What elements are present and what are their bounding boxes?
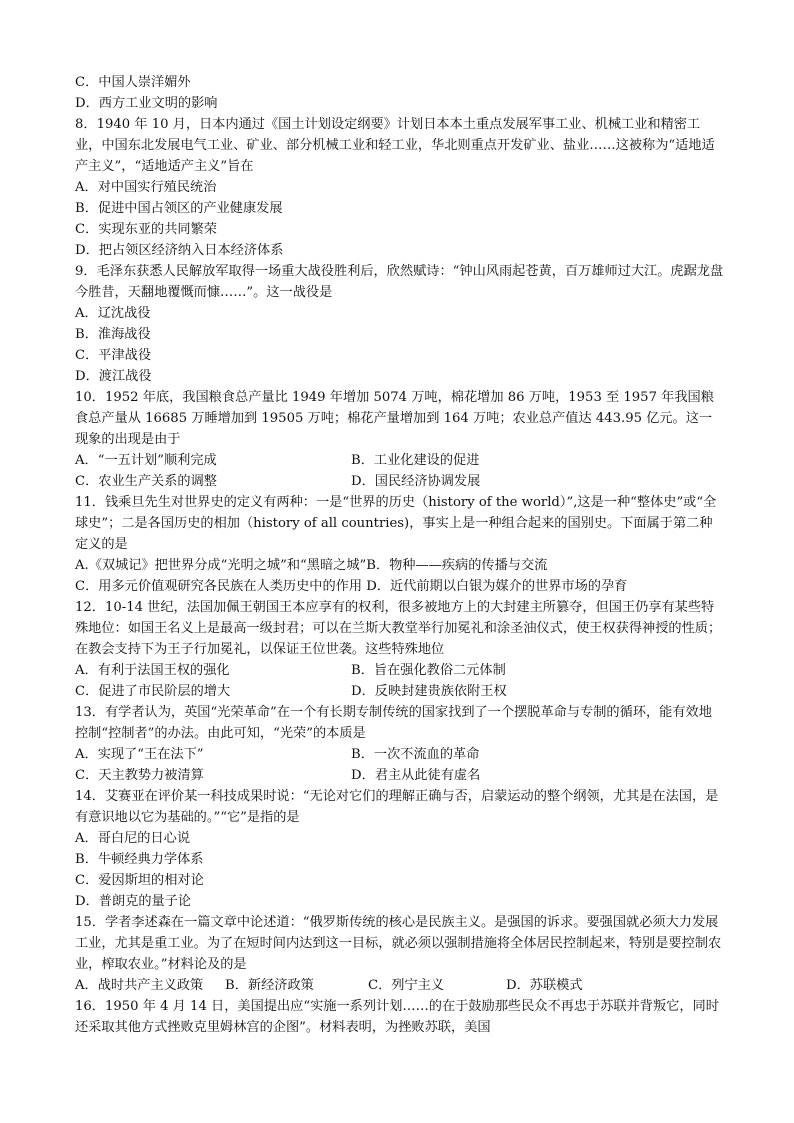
question-12-option-c: C．促进了市民阶层的增大: [75, 684, 231, 699]
question-11-stem: 11．钱乘旦先生对世界史的定义有两种：一是“世界的历史（history of the world）”,这是一种“整体史”或“全球史”；二是各国历史的相加（history of all countries)，事实上是一种组合起来的国别史。下面属于第二种定义的是: [75, 495, 717, 552]
exam-page: [75, 72, 725, 1038]
question-8-option-d: D．把占领区经济纳入日本经济体系: [75, 243, 284, 258]
question-9-option-b: B．淮海战役: [75, 327, 151, 342]
question-10-option-c: C．农业生产关系的调整: [75, 474, 217, 489]
question-13-option-d: D．君主从此徒有虚名: [351, 768, 481, 783]
question-12-options-row-2: [75, 681, 725, 702]
question-15-stem: 15．学者李述森在一篇文章中论述道：“俄罗斯传统的核心是民族主义。是强国的诉求。要强国就必须大力发展工业，尤其是重工业。为了在短时间内达到这一目标，就必须以强制措施将全体居民控制起来，特别是要控制农业，榨取农业。”材料论及的是: [75, 915, 722, 972]
question-13-options-row-2: [75, 765, 725, 786]
question-10-option-d: D．国民经济协调发展: [351, 474, 481, 489]
question-13-options-row-1: [75, 744, 725, 765]
question-9-stem: 9．毛泽东获悉人民解放军取得一场重大战役胜利后，欣然赋诗：“钟山风雨起苍黄，百万雄师过大江。虎踞龙盘今胜昔，天翻地覆慨而慷……”。这一战役是: [75, 264, 724, 300]
question-11-options-cd: C．用多元价值观研究各民族在人类历史中的作用 D．近代前期以白银为媒介的世界市场的孕育: [75, 579, 628, 594]
question-8-stem: 8．1940 年 10 月，日本内通过《国土计划设定纲要》计划日本本土重点发展军事工业、机械工业和精密工业，中国东北发展电气工业、矿业、部分机械工业和轻工业，华北则重点开发矿业、盐业……这被称为“适地适产主义”，“适地适产主义”旨在: [75, 117, 715, 174]
question-10-option-a: A．“一五计划”顺利完成: [75, 453, 217, 468]
question-10-option-b: B．工业化建设的促进: [351, 453, 480, 468]
question-9-option-a: A．辽沈战役: [75, 306, 151, 321]
question-10-stem: 10．1952 年底，我国粮食总产量比 1949 年增加 5074 万吨，棉花增加 86 万吨，1953 至 1957 年我国粮食总产量从 16685 万睡增加到 19505 万吨；棉花产量增加到 164 万吨；农业总产值达 443.95 亿元。这一现象的出现是由于: [75, 390, 714, 447]
question-14-option-c: C．爱因斯坦的相对论: [75, 873, 204, 888]
question-12-option-a: A．有利于法国王权的强化: [75, 663, 230, 678]
option-d: D．西方工业文明的影响: [75, 96, 218, 111]
question-15-options-row: [75, 975, 725, 996]
question-15-option-c: C．列宁主义: [368, 978, 445, 993]
question-15-option-d: D．苏联模式: [506, 978, 583, 993]
question-14-option-b: B．牛顿经典力学体系: [75, 852, 204, 867]
question-15-option-a: A．战时共产主义政策: [75, 978, 204, 993]
question-10-options-row-2: [75, 471, 725, 492]
question-12-stem: 12．10-14 世纪，法国加佩王朝国王本应享有的权利，很多被地方上的大封建主所篡夺，但国王仍享有某些特殊地位：如国王名义上是最高一级封君；可以在兰斯大教堂举行加冕礼和涂圣油仪式，使王权获得神授的性质；在教会支持下为王子行加冕礼，以保证王位世袭。这些特殊地位: [75, 600, 722, 657]
question-13-option-b: B．一次不流血的革命: [351, 747, 480, 762]
question-9-option-d: D．渡江战役: [75, 369, 152, 384]
question-15-option-b: B．新经济政策: [225, 978, 314, 993]
question-8-option-b: B．促进中国占领区的产业健康发展: [75, 201, 283, 216]
question-14-option-a: A．哥白尼的日心说: [75, 831, 191, 846]
question-8-option-a: A．对中国实行殖民统治: [75, 180, 217, 195]
option-c: C．中国人崇洋媚外: [75, 75, 191, 90]
question-10-options-row-1: [75, 450, 725, 471]
question-9-option-c: C．平津战役: [75, 348, 152, 363]
question-11-options-ab: A.《双城记》把世界分成“光明之城”和“黑暗之城”B．物种——疾病的传播与交流: [75, 558, 548, 573]
question-8-option-c: C．实现东亚的共同繁荣: [75, 222, 217, 237]
question-12-option-d: D．反映封建贵族依附王权: [351, 684, 507, 699]
question-13-option-a: A．实现了“王在法下”: [75, 747, 204, 762]
question-13-stem: 13．有学者认为，英国“光荣革命”在一个有长期专制传统的国家找到了一个摆脱革命与专制的循环，能有效地控制“控制者”的办法。由此可知，“光荣”的本质是: [75, 705, 712, 741]
question-16-stem: 16．1950 年 4 月 14 日，美国提出应“实施一系列计划……的在于鼓励那些民众不再忠于苏联并背叛它，同时还采取其他方式挫败克里姆林宫的企图”。材料表明，为挫败苏联，美国: [75, 999, 719, 1035]
question-13-option-c: C．天主教势力被清算: [75, 768, 204, 783]
question-12-option-b: B．旨在强化教俗二元体制: [351, 663, 506, 678]
question-14-stem: 14．艾赛亚在评价某一科技成果时说：“无论对它们的理解正确与否，启蒙运动的整个纲领，尤其是在法国，是有意识地以它为基础的。”“它”是指的是: [75, 789, 719, 825]
question-12-options-row-1: [75, 660, 725, 681]
question-14-option-d: D．普朗克的量子论: [75, 894, 192, 909]
